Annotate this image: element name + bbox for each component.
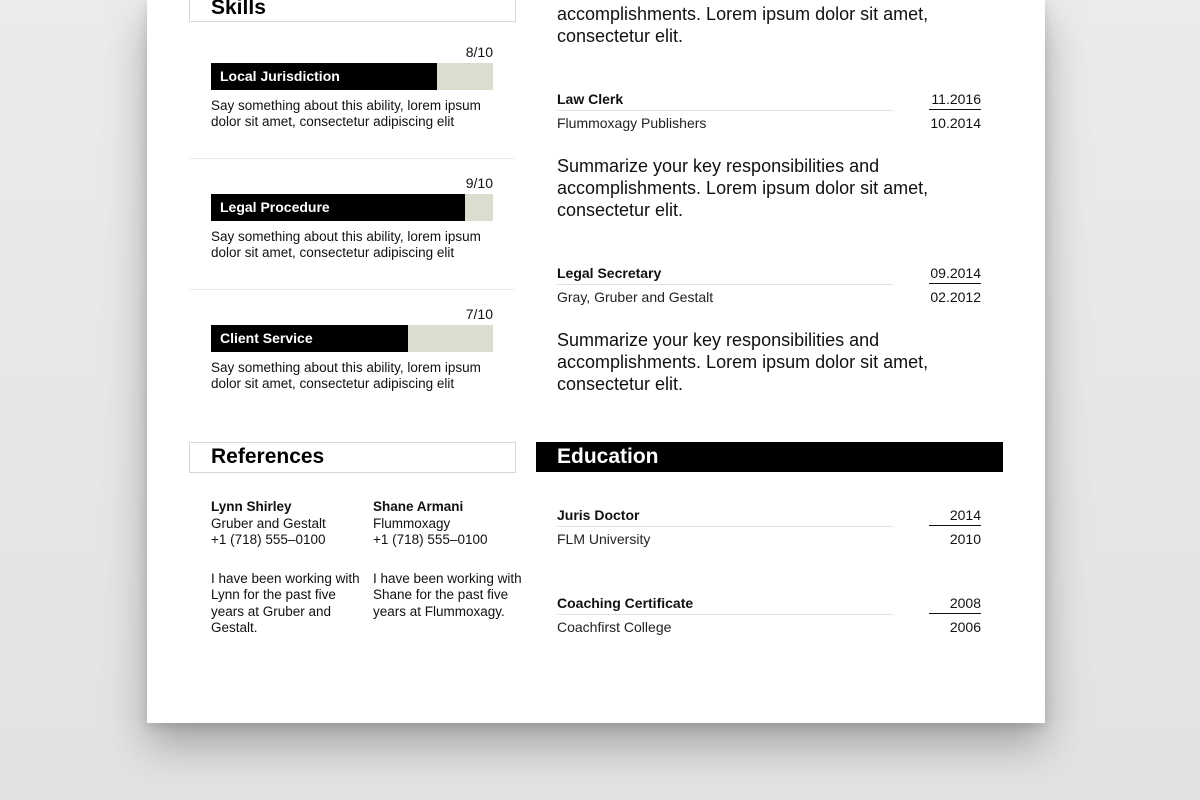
entry-rule: [557, 614, 893, 615]
skill-description: Say something about this ability, lorem ipsum dolor sit amet, consectetur adipiscing elit: [211, 360, 481, 391]
job-company: Flummoxagy Publishers: [557, 115, 707, 131]
skill-item: [211, 175, 493, 275]
skill-score: 9/10: [465, 175, 493, 191]
entry-rule: [557, 110, 893, 111]
skill-item: [211, 44, 493, 144]
education-entry: [557, 595, 981, 639]
skill-score: 8/10: [465, 44, 493, 60]
school-name: FLM University: [557, 531, 651, 547]
skill-bar: [211, 325, 493, 352]
references-header: [189, 442, 516, 473]
reference-phone: +1 (718) 555–0100: [373, 532, 488, 547]
divider: [189, 158, 515, 159]
job-start-date: 10.2014: [930, 115, 981, 131]
reference-item: [211, 499, 361, 637]
degree-title: Juris Doctor: [557, 507, 640, 523]
education-end-year: 2014: [929, 507, 981, 526]
skill-name: Client Service: [220, 330, 313, 346]
skills-title: Skills: [211, 0, 266, 19]
skill-name: Local Jurisdiction: [220, 68, 340, 84]
experience-entry: [557, 91, 981, 135]
skill-description: Say something about this ability, lorem ipsum dolor sit amet, consectetur adipiscing elit: [211, 229, 481, 260]
reference-item: [373, 499, 523, 620]
education-title: Education: [557, 445, 659, 468]
education-start-year: 2010: [949, 531, 981, 547]
experience-entry: [557, 265, 981, 309]
job-end-date: 11.2016: [929, 91, 981, 110]
education-entry: [557, 507, 981, 551]
school-name: Coachfirst College: [557, 619, 672, 635]
skill-description: Say something about this ability, lorem ipsum dolor sit amet, consectetur adipiscing elit: [211, 98, 481, 129]
experience-summary: accomplishments. Lorem ipsum dolor sit amet, consectetur elit.: [557, 4, 929, 46]
degree-title: Coaching Certificate: [557, 595, 694, 611]
job-start-date: 02.2012: [930, 289, 981, 305]
skill-bar: [211, 63, 493, 90]
skill-name: Legal Procedure: [220, 199, 330, 215]
reference-text: I have been working with Shane for the past five years at Flummoxagy.: [373, 570, 522, 619]
education-header: [536, 442, 1003, 472]
job-end-date: 09.2014: [929, 265, 981, 284]
reference-name: Lynn Shirley: [211, 499, 292, 514]
resume-page: [147, 0, 1045, 723]
job-title: Legal Secretary: [557, 265, 662, 281]
skill-item: [211, 306, 493, 406]
skills-header: [189, 0, 516, 22]
entry-rule: [557, 284, 893, 285]
job-company: Gray, Gruber and Gestalt: [557, 289, 714, 305]
experience-summary: Summarize your key responsibilities and accomplishments. Lorem ipsum dolor sit amet, consectetur elit.: [557, 330, 929, 394]
experience-summary: Summarize your key responsibilities and accomplishments. Lorem ipsum dolor sit amet, consectetur elit.: [557, 156, 929, 220]
reference-company: Gruber and Gestalt: [211, 515, 326, 531]
skill-bar: [211, 194, 493, 221]
divider: [189, 289, 515, 290]
references-title: References: [211, 445, 325, 468]
education-end-year: 2008: [929, 595, 981, 614]
job-title: Law Clerk: [557, 91, 624, 107]
reference-phone: +1 (718) 555–0100: [211, 532, 326, 547]
skill-score: 7/10: [465, 306, 493, 322]
entry-rule: [557, 526, 893, 527]
reference-company: Flummoxagy: [373, 515, 451, 531]
education-start-year: 2006: [949, 619, 981, 635]
reference-name: Shane Armani: [373, 499, 464, 514]
reference-text: I have been working with Lynn for the past five years at Gruber and Gestalt.: [211, 570, 360, 635]
